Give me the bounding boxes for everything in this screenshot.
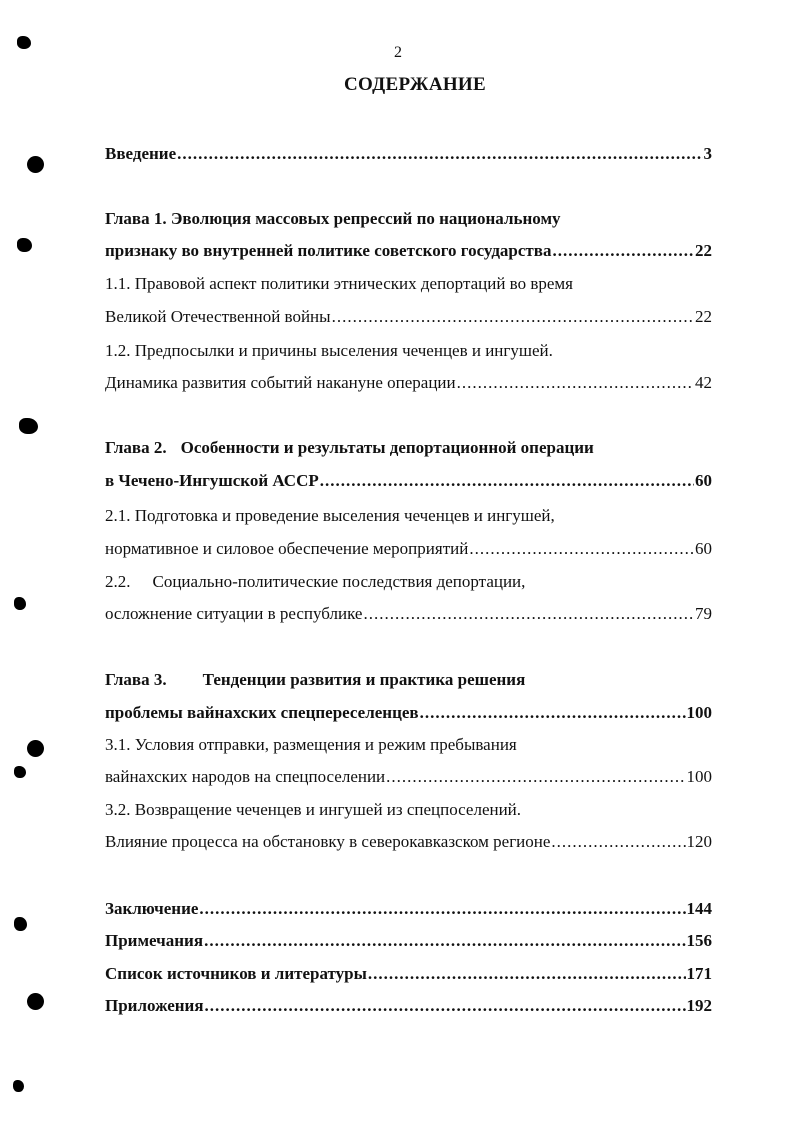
punch-hole-mark <box>14 597 26 610</box>
toc-section-2-2-cont[interactable] <box>105 602 712 626</box>
toc-page-number: 100 <box>686 767 712 786</box>
toc-page-number: 171 <box>686 964 712 983</box>
toc-label: Введение <box>105 144 177 163</box>
toc-page-number: 3 <box>703 144 712 163</box>
toc-label: 3.2. Возвращение чеченцев и ингушей из спецпоселений. <box>105 800 522 819</box>
punch-hole-mark <box>14 766 26 778</box>
toc-label: Заключение <box>105 899 199 918</box>
toc-label: Особенности и результаты депортационной операции <box>180 438 594 457</box>
dot-leader <box>205 994 686 1018</box>
toc-chapter-number: Глава 3. <box>105 670 167 689</box>
toc-page-number: 144 <box>686 899 712 918</box>
toc-page-number: 60 <box>695 539 712 558</box>
toc-chapter-2-heading[interactable] <box>105 436 712 460</box>
toc-section-1-2-cont[interactable] <box>105 371 712 395</box>
toc-chapter-3-heading[interactable] <box>105 668 712 692</box>
toc-label: 1.1. Правовой аспект политики этнических депортаций во время <box>105 274 573 293</box>
toc-chapter-number: Глава 2. <box>105 438 167 457</box>
dot-leader <box>363 602 694 626</box>
toc-section-2-1[interactable] <box>105 504 712 528</box>
toc-entry-sources[interactable] <box>105 962 712 986</box>
toc-chapter-1-heading-cont[interactable] <box>105 239 712 263</box>
dot-leader <box>199 897 685 921</box>
toc-section-3-2[interactable] <box>105 798 712 822</box>
toc-entry-notes[interactable] <box>105 929 712 953</box>
punch-hole-mark <box>27 156 44 173</box>
toc-section-2-1-cont[interactable] <box>105 537 712 561</box>
toc-chapter-3-heading-cont[interactable] <box>105 701 712 725</box>
toc-label: Приложения <box>105 996 204 1015</box>
toc-label: признаку во внутренней политике советского государства <box>105 241 552 260</box>
toc-label: осложнение ситуации в республике <box>105 604 363 623</box>
punch-hole-mark <box>14 917 27 931</box>
punch-hole-mark <box>19 418 38 434</box>
dot-leader <box>204 929 685 953</box>
toc-label: вайнахских народов на спецпоселении <box>105 767 386 786</box>
dot-leader <box>552 239 694 263</box>
toc-page-number: 42 <box>695 373 712 392</box>
punch-hole-mark <box>17 238 32 252</box>
dot-leader <box>177 142 702 166</box>
toc-label: Социально-политические последствия депортации, <box>152 572 526 591</box>
page-title: СОДЕРЖАНИЕ <box>344 74 486 95</box>
toc-section-3-1-cont[interactable] <box>105 765 712 789</box>
dot-leader <box>457 371 694 395</box>
toc-entry-conclusion[interactable] <box>105 897 712 921</box>
toc-section-3-1[interactable] <box>105 733 712 757</box>
toc-label: 3.1. Условия отправки, размещения и режим пребывания <box>105 735 517 754</box>
toc-section-2-2[interactable] <box>105 570 712 594</box>
toc-page-number: 60 <box>695 471 712 490</box>
toc-page-number: 100 <box>686 703 712 722</box>
toc-label: Примечания <box>105 931 204 950</box>
toc-label: нормативное и силовое обеспечение мероприятий <box>105 539 469 558</box>
dot-leader <box>332 305 694 329</box>
toc-page-number: 120 <box>686 832 712 851</box>
toc-page-number: 22 <box>695 307 712 326</box>
dot-leader <box>551 830 685 854</box>
toc-label: Тенденции развития и практика решения <box>202 670 526 689</box>
toc-label: Глава 1. Эволюция массовых репрессий по национальному <box>105 209 561 228</box>
dot-leader <box>368 962 686 986</box>
toc-chapter-2-heading-cont[interactable] <box>105 469 712 493</box>
toc-section-3-2-cont[interactable] <box>105 830 712 854</box>
toc-section-1-1[interactable] <box>105 272 712 296</box>
toc-label: проблемы вайнахских спецпереселенцев <box>105 703 419 722</box>
toc-entry-intro[interactable] <box>105 142 712 166</box>
toc-label: 1.2. Предпосылки и причины выселения чеченцев и ингушей. <box>105 341 553 360</box>
toc-chapter-1-heading[interactable] <box>105 207 712 231</box>
punch-hole-mark <box>27 993 44 1010</box>
punch-hole-mark <box>27 740 44 757</box>
toc-label: Список источников и литературы <box>105 964 367 983</box>
toc-label: Влияние процесса на обстановку в северокавказском регионе <box>105 832 551 851</box>
dot-leader <box>320 469 694 493</box>
dot-leader <box>469 537 694 561</box>
toc-entry-appendices[interactable] <box>105 994 712 1018</box>
toc-page-number: 22 <box>695 241 712 260</box>
dot-leader <box>420 701 686 725</box>
toc-label: в Чечено-Ингушской АССР <box>105 471 319 490</box>
toc-section-number: 2.2. <box>105 572 131 591</box>
page-number: 2 <box>394 44 402 61</box>
toc-section-1-2[interactable] <box>105 339 712 363</box>
toc-page-number: 156 <box>686 931 712 950</box>
punch-hole-mark <box>13 1080 24 1092</box>
toc-page-number: 79 <box>695 604 712 623</box>
toc-page-number: 192 <box>686 996 712 1015</box>
toc-label: Динамика развития событий накануне операции <box>105 373 456 392</box>
toc-section-1-1-cont[interactable] <box>105 305 712 329</box>
toc-label: Великой Отечественной войны <box>105 307 331 326</box>
dot-leader <box>386 765 685 789</box>
toc-label: 2.1. Подготовка и проведение выселения чеченцев и ингушей, <box>105 506 555 525</box>
